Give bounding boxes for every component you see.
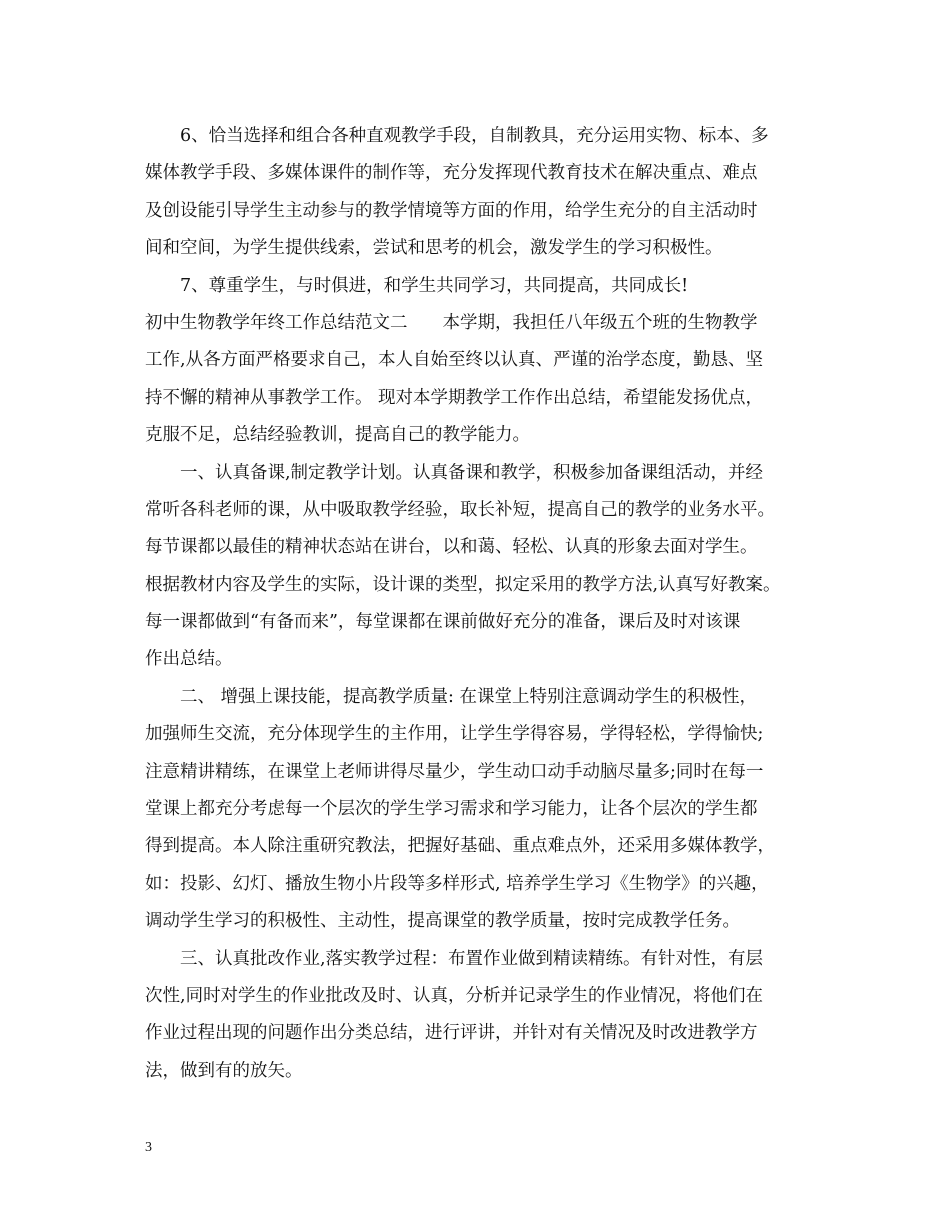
document-body — [145, 118, 817, 1090]
text-line: 根据教材内容及学生的实际，设计课的类型，拟定采用的教学方法,认真写好教案。 — [145, 574, 781, 595]
text-line: 7、尊重学生，与时俱进，和学生共同学习，共同提高，共同成长! — [145, 275, 689, 296]
text-line: 作业过程出现的问题作出分类总结，进行评讲，并针对有关情况及时改进教学方 — [145, 1023, 758, 1044]
text-line: 常听各科老师的课，从中吸取教学经验，取长补短，提高自己的教学的业务水平。 — [145, 499, 775, 520]
text-line: 得到提高。本人除注重研究教法，把握好基础、重点难点外，还采用多媒体教学， — [145, 836, 775, 857]
text-line: 持不懈的精神从事教学工作。 现对本学期教学工作作出总结，希望能发扬优点， — [145, 387, 764, 408]
text-line: 每一课都做到“有备而来”，每堂课都在课前做好充分的准备，课后及时对该课 — [145, 612, 741, 633]
text-line: 工作,从各方面严格要求自己，本人自始至终以认真、严谨的治学态度，勤恳、坚 — [145, 350, 764, 371]
text-line: 6、恰当选择和组合各种直观教学手段，自制教具，充分运用实物、标本、多 — [145, 126, 769, 146]
text-line: 堂课上都充分考虑每一个层次的学生学习需求和学习能力，让各个层次的学生都 — [145, 799, 758, 820]
text-line: 每节课都以最佳的精神状态站在讲台，以和蔼、轻松、认真的形象去面对学生。 — [145, 537, 758, 558]
text-line: 加强师生交流，充分体现学生的主作用，让学生学得容易，学得轻松，学得愉快; — [145, 724, 764, 745]
text-line: 法，做到有的放矢。 — [145, 1060, 303, 1081]
text-line: 及创设能引导学生主动参与的教学情境等方面的作用，给学生充分的自主活动时 — [145, 200, 758, 221]
text-line: 一、认真备课,制定教学计划。认真备课和教学，积极参加备课组活动，并经 — [145, 462, 764, 483]
text-line: 间和空间，为学生提供线索，尝试和思考的机会，激发学生的学习积极性。 — [145, 238, 723, 259]
text-line: 二、 增强上课技能，提高教学质量: 在课堂上特别注意调动学生的积极性， — [145, 686, 758, 707]
text-line: 三、认真批改作业,落实教学过程：布置作业做到精读精练。有针对性，有层 — [145, 948, 764, 969]
text-line: 次性,同时对学生的作业批改及时、认真，分析并记录学生的作业情况，将他们在 — [145, 985, 764, 1006]
page-number: 3 — [145, 1140, 152, 1155]
text-line: 调动学生学习的积极性、主动性，提高课堂的教学质量，按时完成教学任务。 — [145, 911, 740, 932]
text-line: 媒体教学手段、多媒体课件的制作等，充分发挥现代教育技术在解决重点、难点 — [145, 163, 758, 184]
text-line: 作出总结。 — [145, 649, 233, 670]
section-title-line: 初中生物教学年终工作总结范文二 本学期，我担任八年级五个班的生物教学 — [145, 312, 758, 333]
text-line: 注意精讲精练，在课堂上老师讲得尽量少，学生动口动手动脑尽量多;同时在每一 — [145, 761, 764, 782]
text-line: 如：投影、幻灯、播放生物小片段等多样形式, 培养学生学习《生物学》的兴趣， — [145, 873, 769, 894]
text-line: 克服不足，总结经验教训，提高自己的教学能力。 — [145, 425, 530, 446]
